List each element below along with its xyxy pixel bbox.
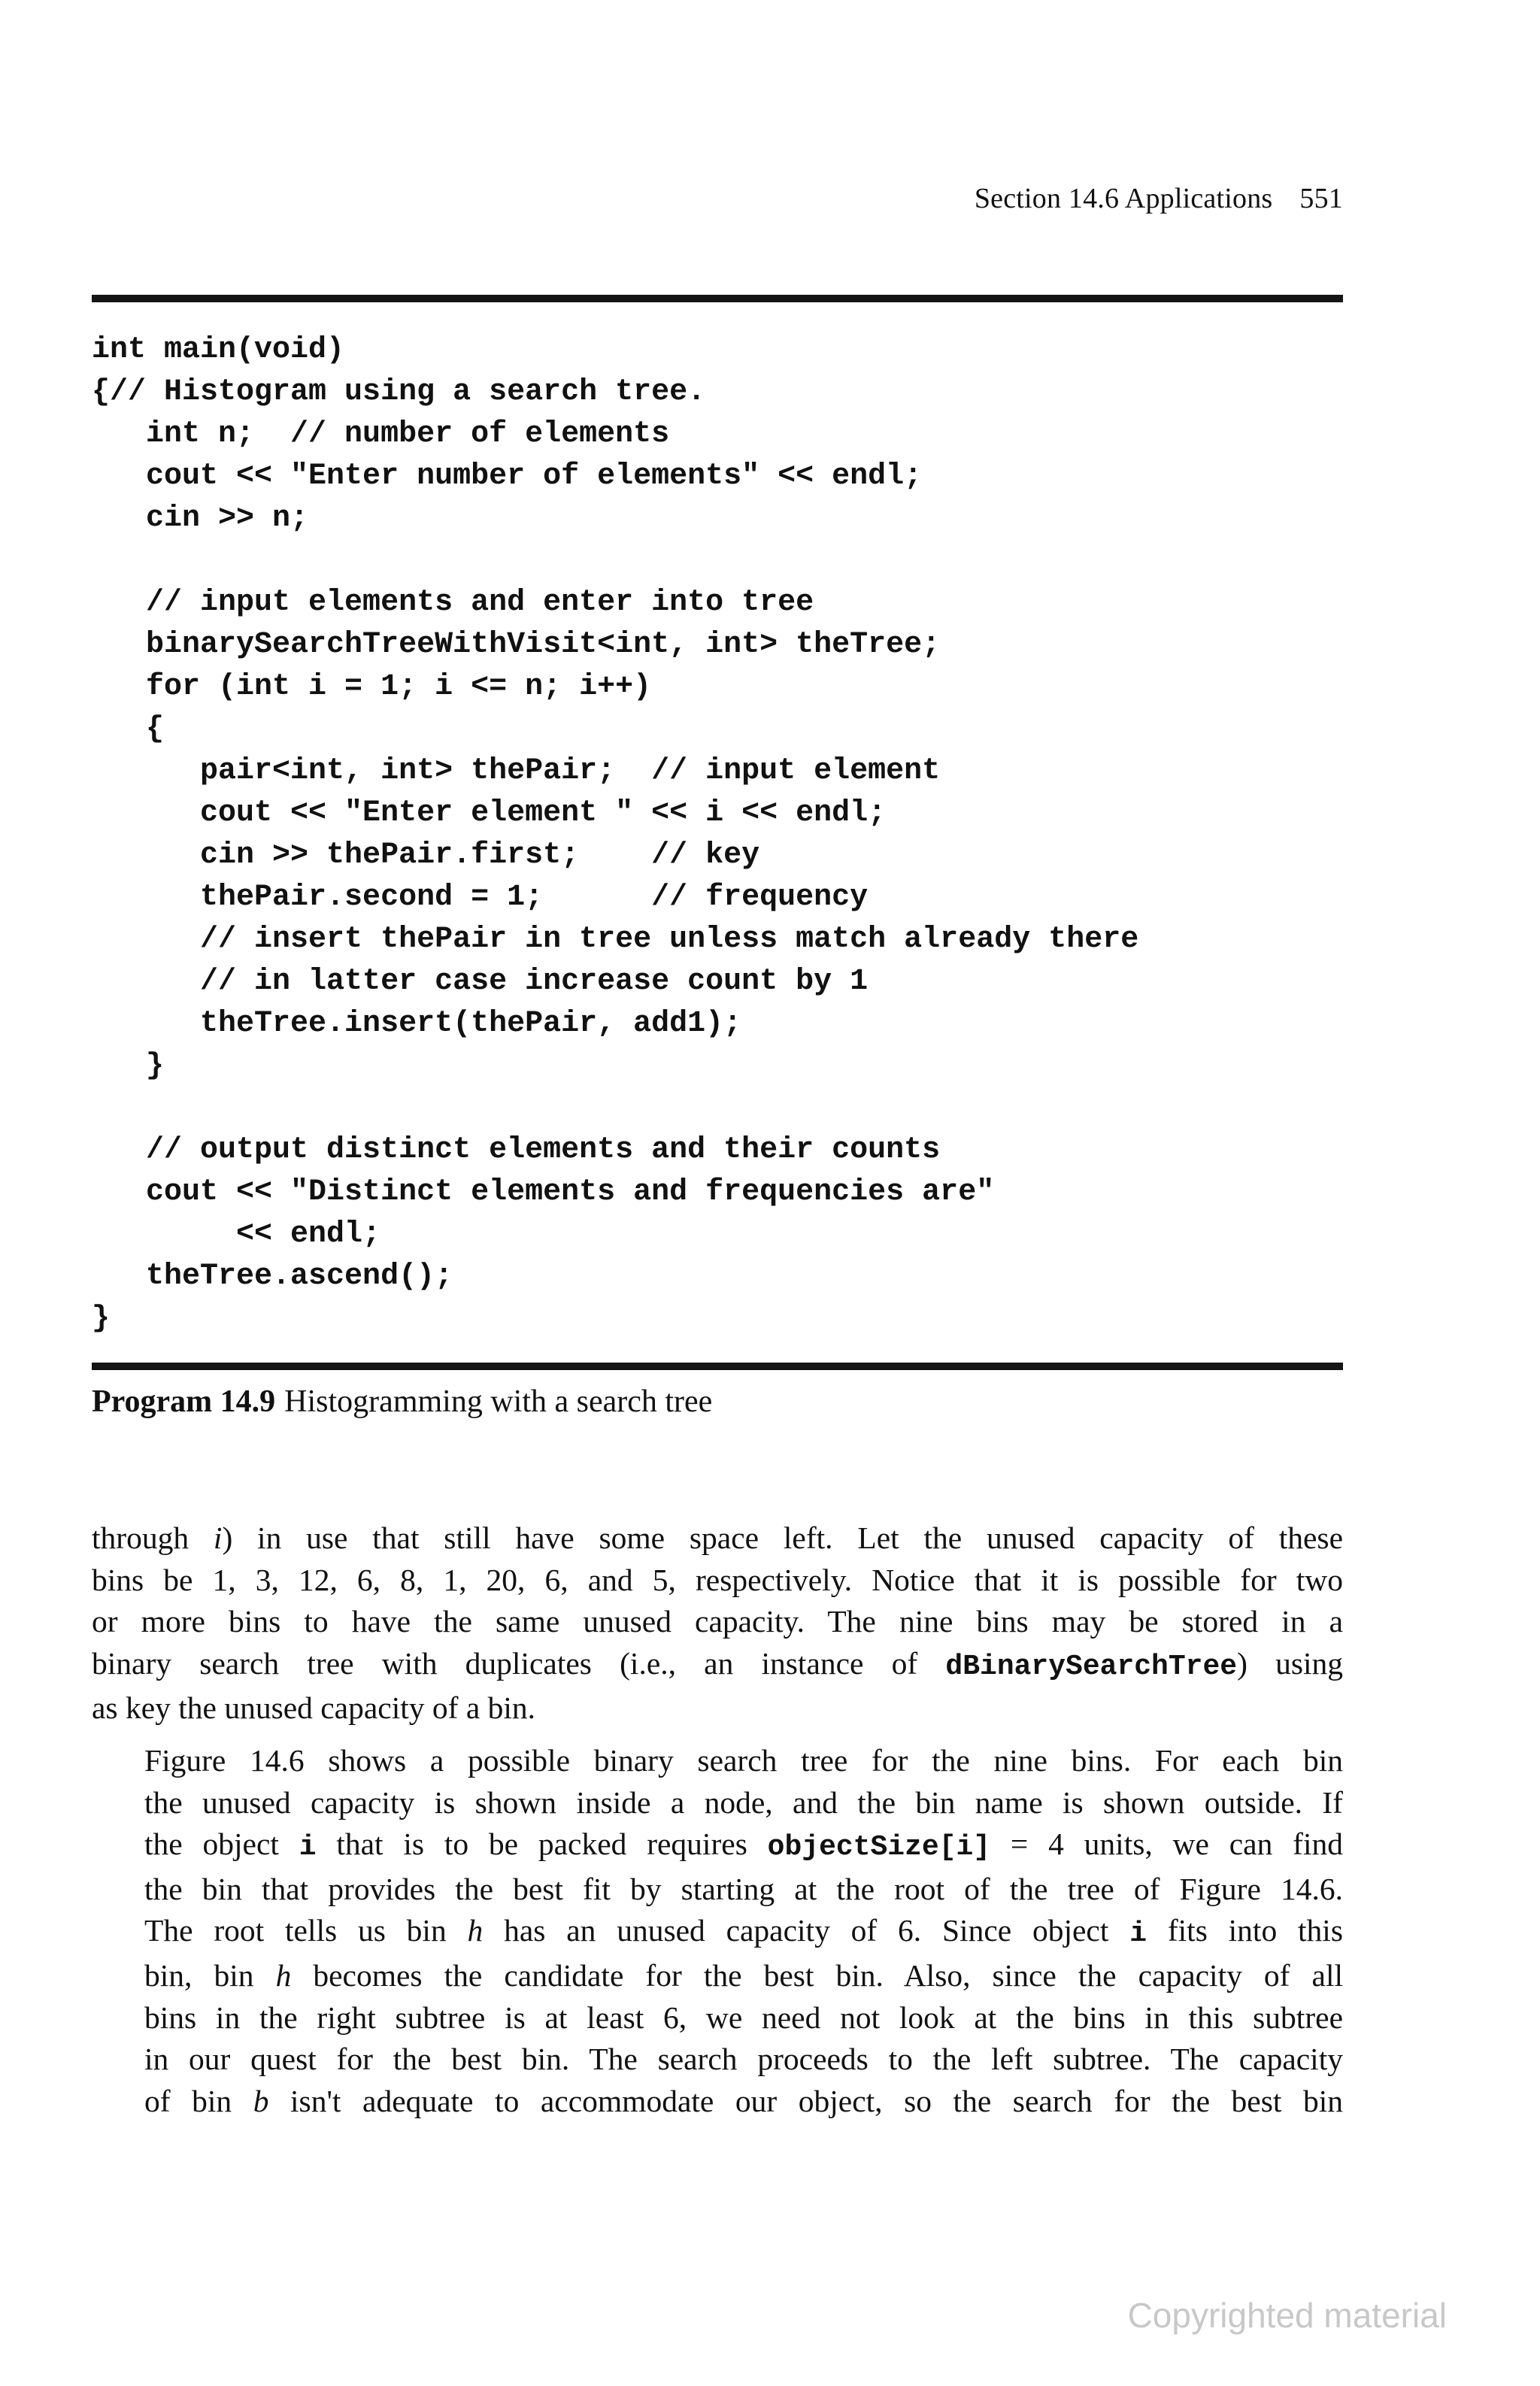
code-line: for (int i = 1; i <= n; i++)	[92, 670, 652, 704]
text-line	[92, 1955, 1343, 1997]
code-line: cin >> thePair.first; // key	[92, 838, 760, 872]
text-run: ) using	[1237, 1645, 1344, 1681]
paragraph-1	[92, 1517, 1343, 1730]
caption-text: Histogramming with a search tree	[284, 1384, 713, 1419]
code-line: // in latter case increase count by 1	[92, 965, 869, 999]
code-line: // output distinct elements and their counts	[92, 1133, 941, 1167]
code-line: thePair.second = 1; // frequency	[92, 881, 869, 914]
program-listing	[92, 329, 1138, 1340]
math-var: h	[467, 1913, 484, 1948]
text-line: the bin that provides the best fit by starting at the root of the tree of Figure 14.6.	[144, 1871, 1343, 1906]
text-line: in our quest for the best bin. The search proceeds to the left subtree. The capacity	[144, 2042, 1343, 2077]
code-line: binarySearchTreeWithVisit<int, int> theTree;	[92, 628, 941, 662]
text-run: = 4 units, we can find	[990, 1827, 1343, 1862]
code-line: cout << "Enter number of elements" << endl;	[92, 459, 923, 493]
text-run: binary search tree with duplicates (i.e., an instance of	[92, 1645, 946, 1681]
text-run: the object	[144, 1827, 299, 1862]
code-line: }	[92, 1049, 165, 1083]
text-run: through	[92, 1520, 214, 1555]
code-line	[92, 1087, 1138, 1129]
running-head	[975, 182, 1343, 215]
code-line: theTree.insert(thePair, add1);	[92, 1007, 742, 1041]
code-line	[92, 540, 1138, 582]
program-bottom-rule	[92, 1363, 1343, 1370]
code-line: int n; // number of elements	[92, 417, 670, 451]
text-line: Figure 14.6 shows a possible binary search tree for the nine bins. For each bin	[144, 1743, 1343, 1778]
code-line: cout << "Enter element " << i << endl;	[92, 796, 887, 830]
text-line	[92, 1824, 1343, 1869]
text-line	[92, 2081, 1343, 2123]
inline-code: objectSize[i]	[767, 1831, 991, 1864]
paragraph-2	[92, 1740, 1343, 2122]
code-line: cin >> n;	[92, 502, 309, 535]
text-run: that is to be packed requires	[316, 1827, 768, 1862]
text-run: has an unused capacity of 6. Since object	[483, 1913, 1130, 1948]
text-line: bins be 1, 3, 12, 6, 8, 1, 20, 6, and 5, respectively. Notice that it is possible for two	[92, 1562, 1343, 1597]
text-run: isn't adequate to accommodate our object, so the search for the best bin	[268, 2083, 1343, 2118]
text-run: The root tells us bin	[144, 1913, 468, 1948]
code-line: int main(void)	[92, 333, 345, 367]
code-line: pair<int, int> thePair; // input element	[92, 754, 941, 788]
text-line: bins in the right subtree is at least 6, we need not look at the bins in this subtree	[144, 1999, 1343, 2035]
text-line	[92, 1517, 1343, 1560]
math-var: h	[275, 1957, 292, 1993]
code-line: << endl;	[92, 1217, 381, 1251]
text-line: the unused capacity is shown inside a node, and the bin name is shown outside. If	[144, 1784, 1343, 1820]
inline-code: i	[1129, 1918, 1147, 1951]
math-var: i	[213, 1520, 223, 1555]
math-var: b	[253, 2083, 269, 2118]
text-run: bin, bin	[144, 1957, 276, 1993]
text-line	[92, 1643, 1343, 1688]
text-line	[92, 1910, 1343, 1955]
program-caption	[92, 1384, 712, 1420]
caption-label: Program 14.9	[92, 1384, 276, 1419]
text-run: becomes the candidate for the best bin. Also, since the capacity of all	[291, 1957, 1344, 1993]
code-line: cout << "Distinct elements and frequencies are"	[92, 1175, 995, 1209]
program-top-rule	[92, 295, 1343, 302]
code-line: }	[92, 1302, 111, 1335]
code-line: // input elements and enter into tree	[92, 586, 814, 620]
code-line: {	[92, 712, 165, 746]
text-run: of bin	[144, 2083, 253, 2118]
code-line: {// Histogram using a search tree.	[92, 375, 706, 409]
code-line: // insert thePair in tree unless match already there	[92, 923, 1139, 957]
page-number: 551	[1299, 183, 1343, 214]
section-title: Section 14.6 Applications	[974, 183, 1273, 214]
code-line: theTree.ascend();	[92, 1260, 453, 1293]
inline-code: dBinarySearchTree	[945, 1650, 1238, 1683]
text-run: ) in use that still have some space left. Let the unused capacity of these	[222, 1520, 1343, 1555]
copyright-watermark: Copyrighted material	[1127, 2296, 1447, 2335]
text-run: fits into this	[1147, 1913, 1343, 1948]
text-line: or more bins to have the same unused capacity. The nine bins may be stored in a	[92, 1604, 1343, 1639]
text-line: as key the unused capacity of a bin.	[92, 1690, 536, 1726]
inline-code: i	[299, 1831, 317, 1864]
